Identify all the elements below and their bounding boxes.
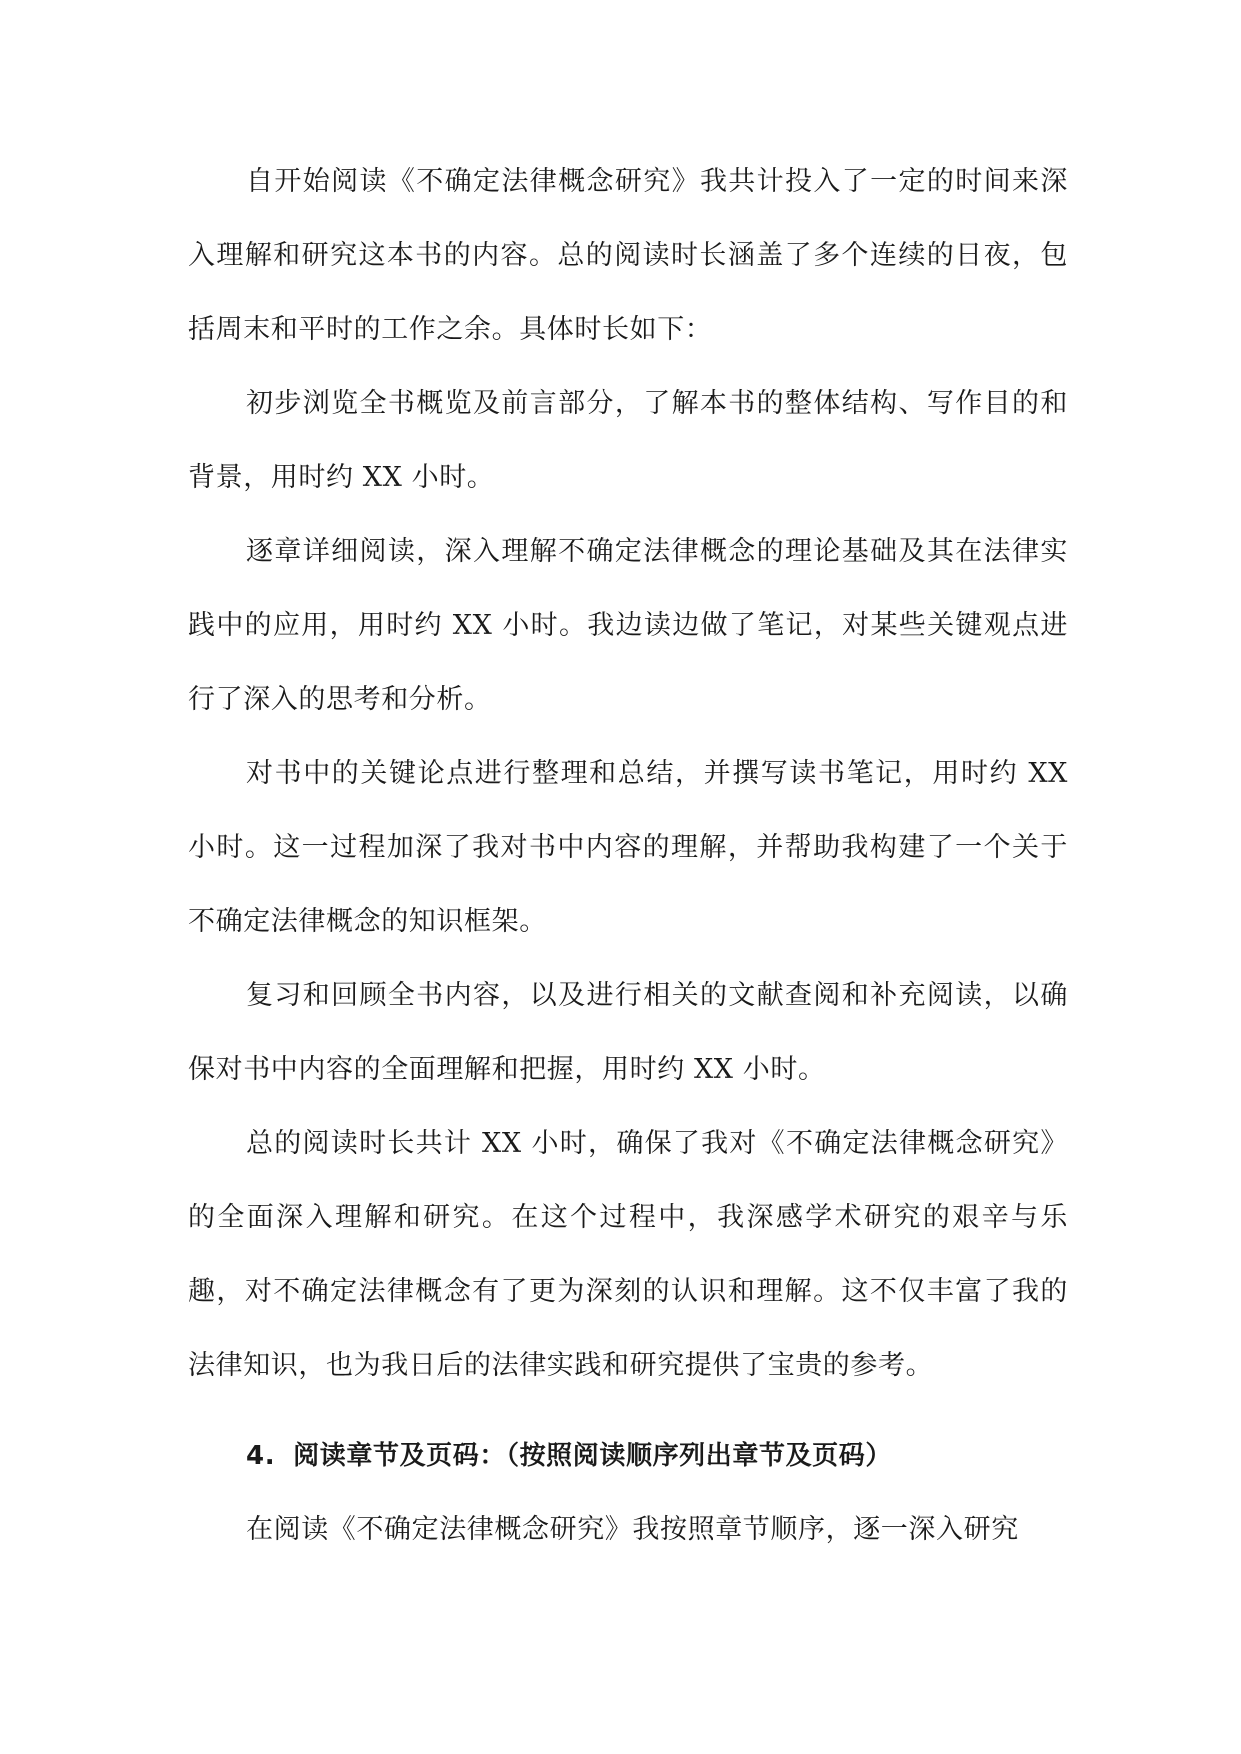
section-title: 阅读章节及页码：（按照阅读顺序列出章节及页码） [293,1441,892,1471]
paragraph-preview: 初步浏览全书概览及前言部分，了解本书的整体结构、写作目的和背景，用时约 XX 小时。 [188,388,1068,493]
paragraph-summarizing: 对书中的关键论点进行整理和总结，并撰写读书笔记，用时约 XX 小时。这一过程加深了我对书中内容的理解，并帮助我构建了一个关于不确定法律概念的知识框架。 [188,758,1068,937]
section-heading [188,1419,1068,1493]
document-body [188,145,1068,1567]
section-number: 4. [246,1441,276,1471]
paragraph-total-time: 总的阅读时长共计 XX 小时，确保了我对《不确定法律概念研究》的全面深入理解和研究。在这个过程中，我深感学术研究的艰辛与乐趣，对不确定法律概念有了更为深刻的认识和理解。这不仅丰富了我的法律知识，也为我日后的法律实践和研究提供了宝贵的参考。 [188,1128,1068,1381]
paragraph-chapter-order: 在阅读《不确定法律概念研究》我按照章节顺序，逐一深入研究 [246,1514,1019,1545]
paragraph-detailed-reading: 逐章详细阅读，深入理解不确定法律概念的理论基础及其在法律实践中的应用，用时约 XX 小时。我边读边做了笔记，对某些关键观点进行了深入的思考和分析。 [188,536,1068,715]
paragraph-review: 复习和回顾全书内容，以及进行相关的文献查阅和补充阅读，以确保对书中内容的全面理解和把握，用时约 XX 小时。 [188,980,1068,1085]
paragraph-reading-time-intro: 自开始阅读《不确定法律概念研究》我共计投入了一定的时间来深入理解和研究这本书的内容。总的阅读时长涵盖了多个连续的日夜，包括周末和平时的工作之余。具体时长如下： [188,166,1068,345]
